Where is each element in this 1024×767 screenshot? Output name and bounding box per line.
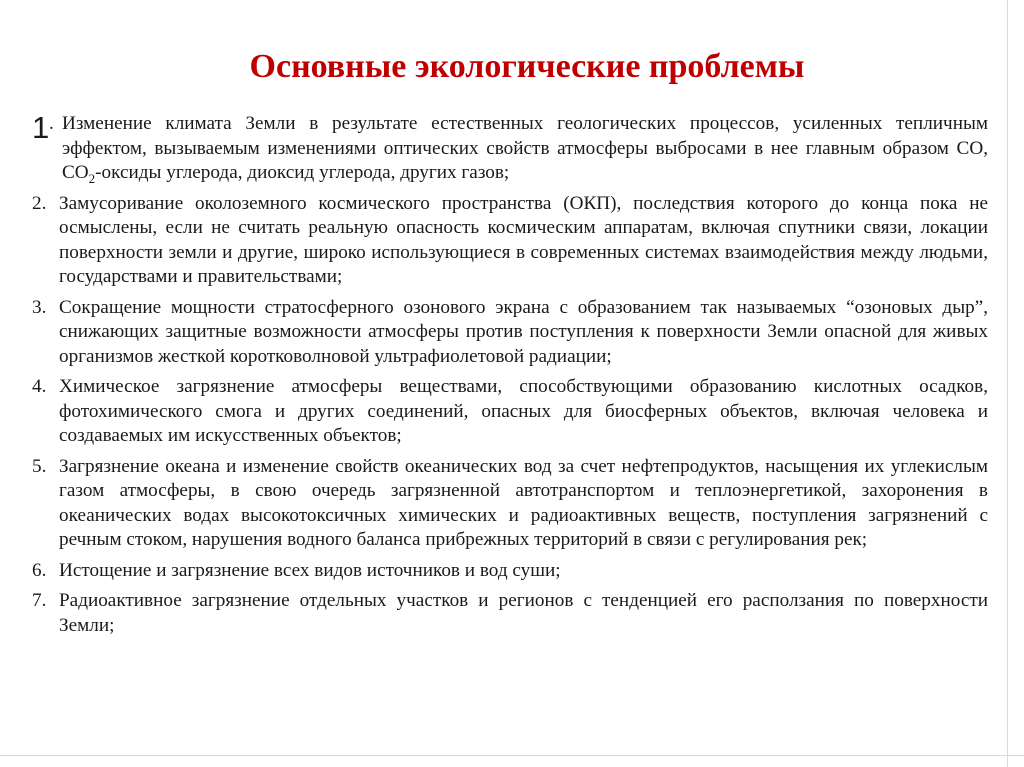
problem-text-5: Загрязнение океана и изменение свойств океанических вод за счет нефтепродуктов, насыщения их углекислым газом атмосферы, в свою очередь загрязненной автотранспортом и теплоэнергетикой, захоронения в океанических водах высокотоксичных химических и радиоактивных веществ, поступления загрязнений с речным стоком, нарушения водного баланса прибрежных территорий в связи с регулирования рек; [59,455,988,550]
problem-text-1-subscript: 2 [88,170,96,186]
problem-number-4: 4. [32,376,47,397]
problem-number-7: 7. [32,590,47,611]
problem-text-7: Радиоактивное загрязнение отдельных участков и регионов с тенденцией его расползания по поверхности Земли; [59,590,988,636]
problem-number-6: 6. [32,559,47,581]
problem-number-1: 1 [32,110,50,145]
slide-title: Основные экологические проблемы [249,48,805,85]
problem-item-7 [32,589,988,638]
problem-text-4: Химическое загрязнение атмосферы веществами, способствующими образованию кислотных осадков, фотохимического смога и других соединений, опасных для биосферных объектов, включая человека и создаваемых им искусственных объектов; [59,376,988,446]
problem-item-1 [32,112,988,186]
problem-number-2: 2. [32,192,47,214]
problem-number-3: 3. [32,296,47,318]
problem-item-5 [32,455,988,553]
problem-text-3: Сокращение мощности стратосферного озонового экрана с образованием так называемых “озоновых дыр”, снижающих защитные возможности атмосферы против поступления к поверхности Земли опасной для живых организмов жесткой коротковолновой ультрафиолетовой радиации; [59,296,988,367]
problem-text-2: Замусоривание околоземного космического пространства (ОКП), последствия которого до конца пока не осмыслены, если не считать реальную опасность космическим аппаратам, включая спутники связи, локации поверхности земли и другие, широко использующиеся в современных системах взаимодействия между людьми, государствами и правительствами; [59,192,988,287]
problem-number-1-dot: . [49,113,54,134]
problem-item-6 [32,559,988,584]
problem-item-2 [32,192,988,290]
problem-number-5: 5. [32,455,47,477]
problem-text-1-main: Изменение климата Земли в результате естественных геологических процессов, усиленных тепличным эффектом, вызываемым изменениями оптических свойств атмосферы выбросами в нее главным образом СО, СО [62,113,988,183]
problem-text-1 [62,113,988,186]
problem-item-4 [32,375,988,449]
slide-border-right [1007,0,1008,767]
problem-list [32,112,988,638]
problem-text-6: Истощение и загрязнение всех видов источников и вод суши; [59,559,561,581]
problem-text-1-tail: -оксиды углерода, диоксид углерода, других газов; [95,162,510,183]
slide-border-bottom [0,755,1024,756]
problem-item-3 [32,296,988,370]
